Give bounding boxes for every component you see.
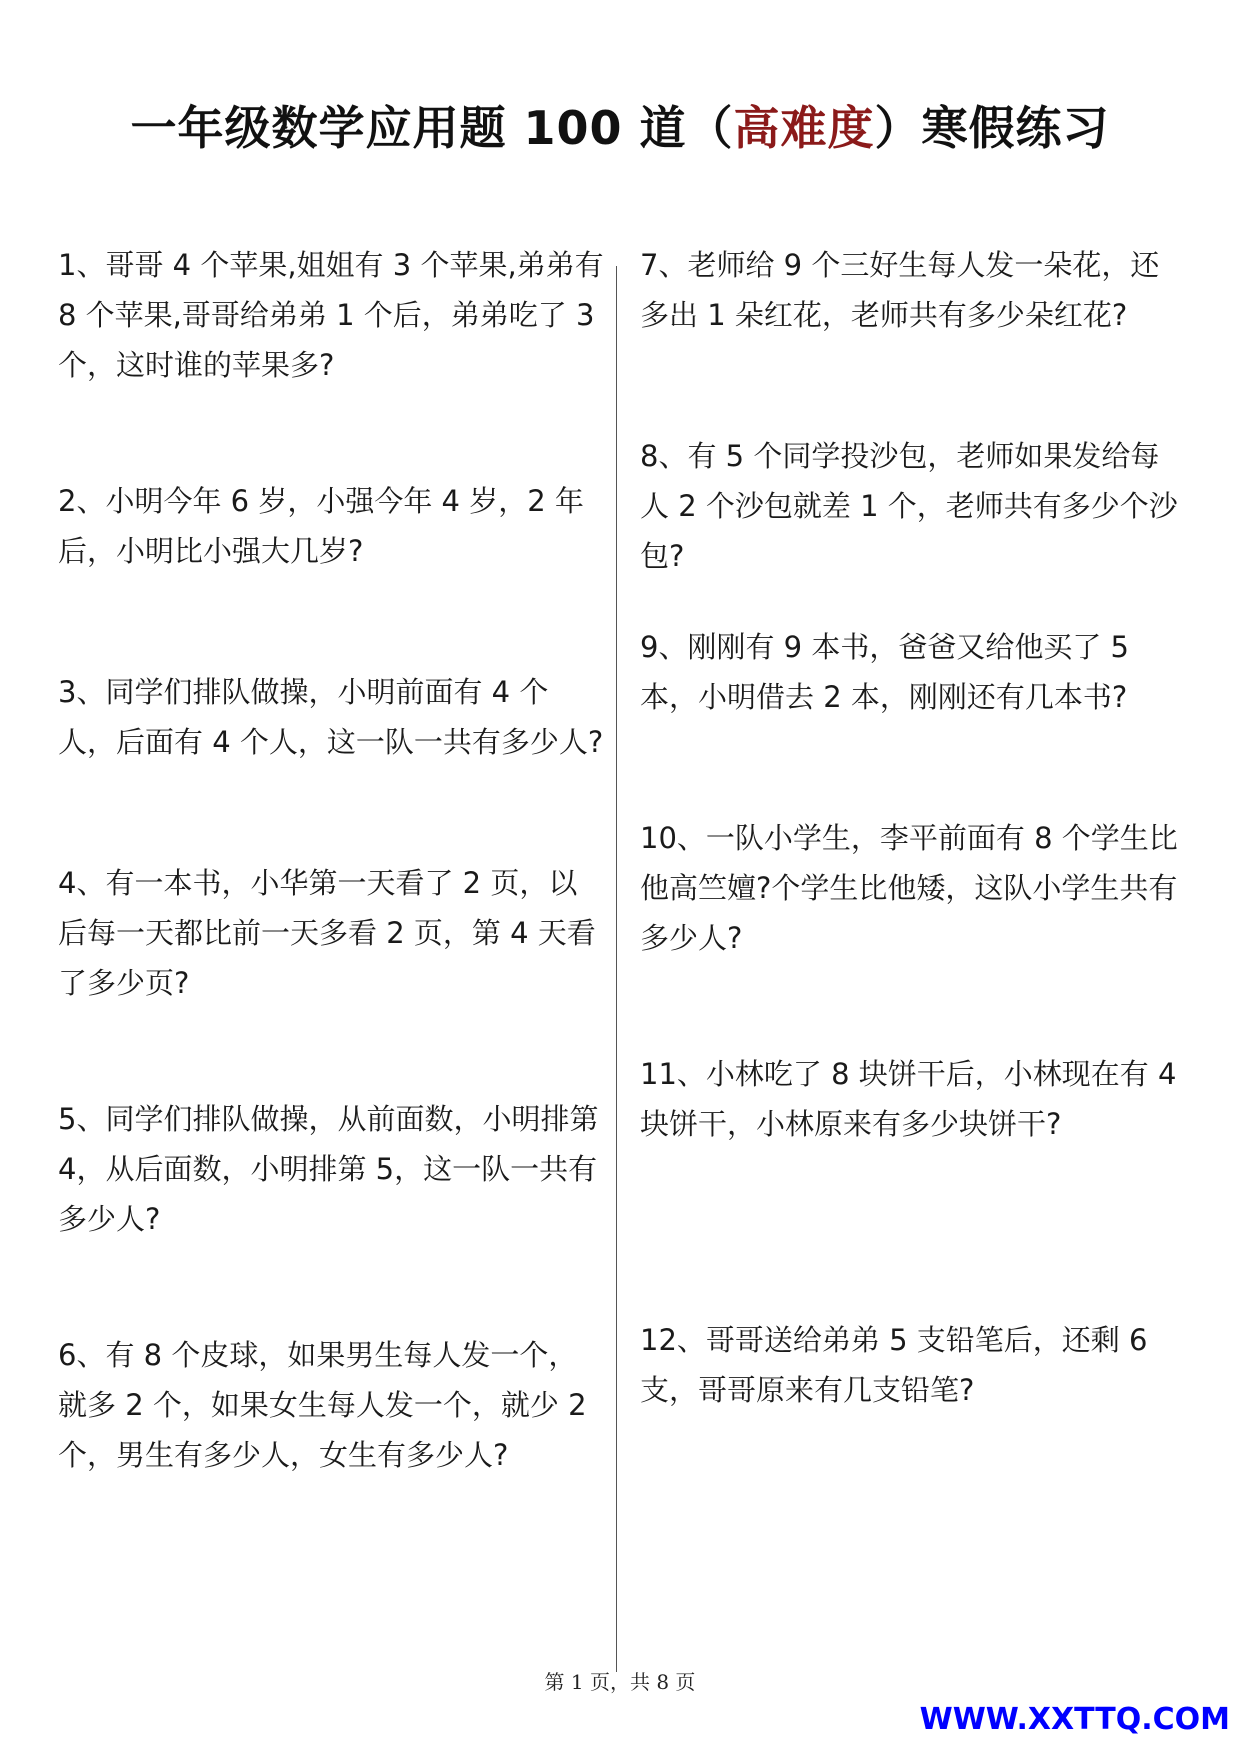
question-4: 4、有一本书，小华第一天看了 2 页，以后每一天都比前一天多看 2 页，第 4 天看了多少页? <box>58 866 596 1000</box>
question-12: 12、哥哥送给弟弟 5 支铅笔后，还剩 6 支，哥哥原来有几支铅笔? <box>640 1323 1148 1407</box>
question-1: 1、哥哥 4 个苹果,姐姐有 3 个苹果,弟弟有 8 个苹果,哥哥给弟弟 1 个后，弟弟吃了 3 个，这时谁的苹果多? <box>58 248 604 382</box>
question-8: 8、有 5 个同学投沙包，老师如果发给每人 2 个沙包就差 1 个，老师共有多少个沙包? <box>640 439 1178 573</box>
question-3: 3、同学们排队做操，小明前面有 4 个人，后面有 4 个人，这一队一共有多少人? <box>58 675 604 759</box>
page-title <box>0 92 1240 158</box>
watermark: WWW.XXTTQ.COM <box>919 1702 1230 1737</box>
question-5: 5、同学们排队做操，从前面数，小明排第 4，从后面数，小明排第 5，这一队一共有多少人? <box>58 1102 599 1236</box>
title-suffix: ）寒假练习 <box>874 101 1110 155</box>
question-11: 11、小林吃了 8 块饼干后，小林现在有 4 块饼干，小林原来有多少块饼干? <box>640 1057 1177 1141</box>
question-6: 6、有 8 个皮球，如果男生每人发一个，就多 2 个，如果女生每人发一个，就少 2 个，男生有多少人，女生有多少人? <box>58 1338 587 1472</box>
column-divider <box>616 266 617 1672</box>
page-footer: 第 1 页，共 8 页 <box>544 1670 696 1694</box>
question-7: 7、老师给 9 个三好生每人发一朵花，还多出 1 朵红花，老师共有多少朵红花? <box>640 248 1160 332</box>
title-highlight: 高难度 <box>733 101 875 155</box>
question-9: 9、刚刚有 9 本书，爸爸又给他买了 5 本，小明借去 2 本，刚刚还有几本书? <box>640 630 1130 714</box>
question-10: 10、一队小学生，李平前面有 8 个学生比他高竺嬗?个学生比他矮，这队小学生共有多少人? <box>640 821 1178 955</box>
title-prefix: 一年级数学应用题 100 道（ <box>130 101 734 155</box>
question-2: 2、小明今年 6 岁，小强今年 4 岁，2 年后，小明比小强大几岁? <box>58 484 584 568</box>
